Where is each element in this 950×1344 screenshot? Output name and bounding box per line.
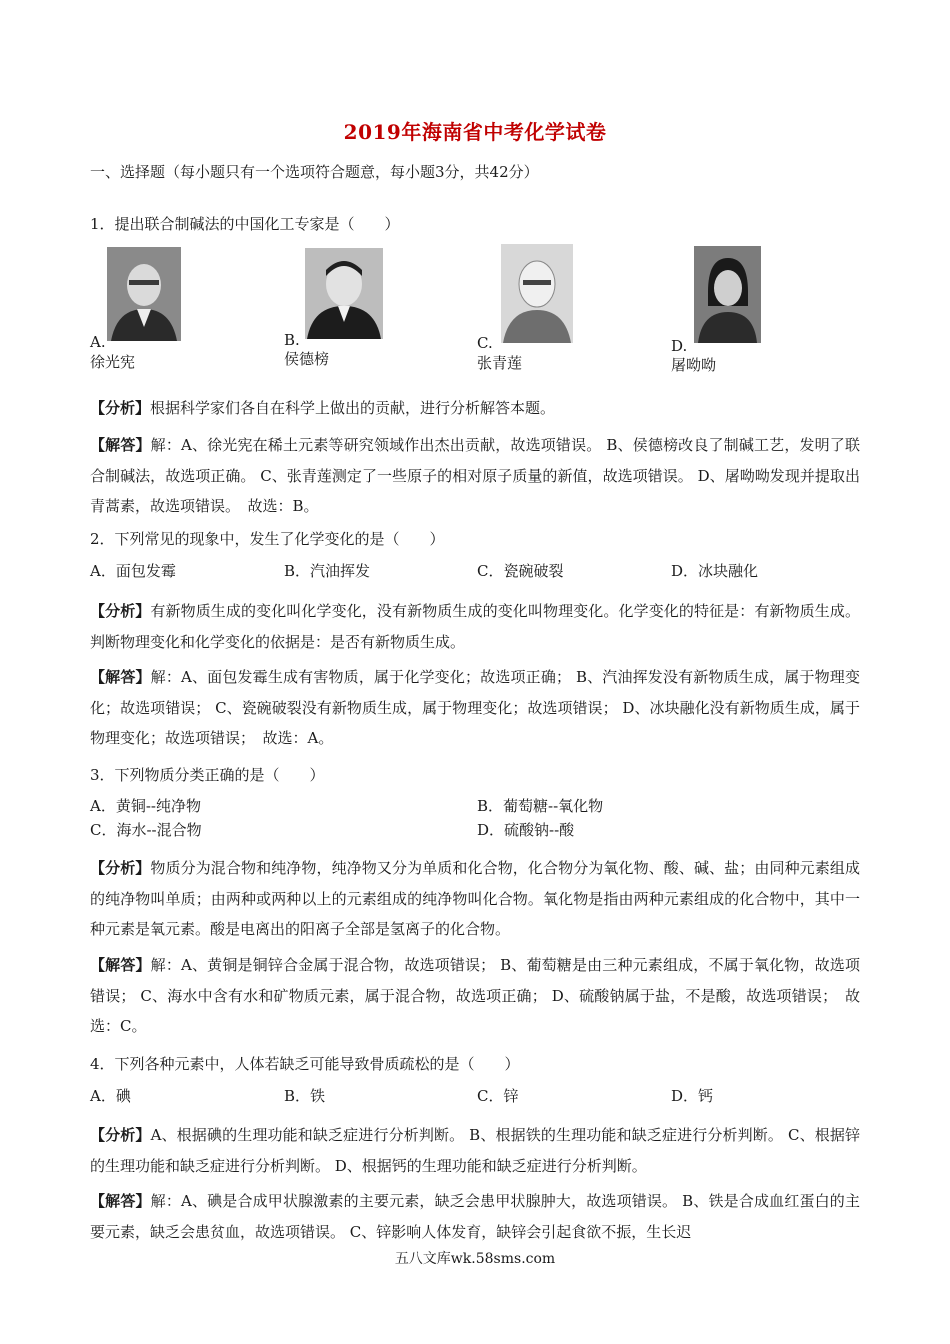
analysis-tag: 【分析】 xyxy=(90,602,151,620)
answer-tag: 【解答】 xyxy=(90,668,151,686)
option-d-name: 屠呦呦 xyxy=(671,356,717,374)
option-a-letter: A. xyxy=(90,333,106,351)
q2-option-a: A．面包发霉 xyxy=(90,562,176,580)
answer-text: 解：A、黄铜是铜锌合金属于混合物，故选项错误； B、葡萄糖是由三种元素组成，不属于氧化物，故选项错误； C、海水中含有水和矿物质元素，属于混合物，故选项正确； D、硫酸钠属于盐，不是酸，故选项错误； 故选：C。 xyxy=(90,956,860,1035)
question-2-stem: 2．下列常见的现象中，发生了化学变化的是（ ） xyxy=(90,530,445,548)
question-3-stem: 3．下列物质分类正确的是（ ） xyxy=(90,766,325,784)
analysis-tag: 【分析】 xyxy=(90,1126,151,1144)
question-2-answer xyxy=(90,662,860,754)
question-3-answer xyxy=(90,950,860,1042)
q4-option-b: B．铁 xyxy=(284,1087,326,1105)
question-4-stem: 4．下列各种元素中，人体若缺乏可能导致骨质疏松的是（ ） xyxy=(90,1055,520,1073)
question-1-stem: 1．提出联合制碱法的中国化工专家是（ ） xyxy=(90,215,400,233)
answer-text: 解：A、碘是合成甲状腺激素的主要元素，缺乏会患甲状腺肿大，故选项错误。 B、铁是合成血红蛋白的主要元素，缺乏会患贫血，故选项错误。 C、锌影响人体发育，缺锌会引起食欲不振，生长迟 xyxy=(90,1192,860,1241)
question-3-analysis xyxy=(90,853,860,945)
q4-option-d: D．钙 xyxy=(671,1087,714,1105)
analysis-text: 有新物质生成的变化叫化学变化，没有新物质生成的变化叫物理变化。化学变化的特征是：有新物质生成。判断物理变化和化学变化的依据是：是否有新物质生成。 xyxy=(90,602,860,651)
q3-option-d: D．硫酸钠--酸 xyxy=(477,821,575,839)
option-c-letter: C. xyxy=(477,334,493,352)
q3-option-c: C．海水--混合物 xyxy=(90,821,202,839)
answer-tag: 【解答】 xyxy=(90,436,151,454)
q4-option-c: C．锌 xyxy=(477,1087,519,1105)
q2-option-d: D．冰块融化 xyxy=(671,562,759,580)
portrait-image-d xyxy=(694,246,761,343)
option-c-name: 张青莲 xyxy=(477,354,523,372)
exam-title: 2019年海南省中考化学试卷 xyxy=(343,120,607,144)
answer-tag: 【解答】 xyxy=(90,956,151,974)
question-1-analysis xyxy=(90,393,860,424)
analysis-text: A、根据碘的生理功能和缺乏症进行分析判断。 B、根据铁的生理功能和缺乏症进行分析判断。 C、根据锌的生理功能和缺乏症进行分析判断。 D、根据钙的生理功能和缺乏症进行分析判断。 xyxy=(90,1126,860,1175)
footer-watermark-text: 五八文库wk.58sms.com xyxy=(394,1251,556,1267)
q3-option-b: B．葡萄糖--氧化物 xyxy=(477,797,604,815)
section-heading: 一、选择题（每小题只有一个选项符合题意，每小题3分，共42分） xyxy=(90,163,539,181)
analysis-tag: 【分析】 xyxy=(90,859,151,877)
answer-text: 解：A、面包发霉生成有害物质，属于化学变化；故选项正确； B、汽油挥发没有新物质生成，属于物理变化；故选项错误； C、瓷碗破裂没有新物质生成，属于物理变化；故选项错误； D、冰块融化没有新物质生成，属于物理变化；故选项错误； 故选：A。 xyxy=(90,668,860,747)
question-4-analysis xyxy=(90,1120,860,1181)
q4-option-a: A．碘 xyxy=(90,1087,131,1105)
analysis-text: 根据科学家们各自在科学上做出的贡献，进行分析解答本题。 xyxy=(150,399,556,417)
q3-option-a: A．黄铜--纯净物 xyxy=(90,797,201,815)
answer-text: 解：A、徐光宪在稀土元素等研究领域作出杰出贡献，故选项错误。 B、侯德榜改良了制碱工艺，发明了联合制碱法，故选项正确。 C、张青莲测定了一些原子的相对原子质量的新值，故选项错误。 D、屠呦呦发现并提取出青蒿素，故选项错误。 故选：B。 xyxy=(90,436,860,515)
option-b-name: 侯德榜 xyxy=(284,350,330,368)
question-2-analysis xyxy=(90,596,860,657)
portrait-image-c xyxy=(501,244,573,343)
portrait-image-a xyxy=(107,247,181,341)
q2-option-c: C．瓷碗破裂 xyxy=(477,562,564,580)
option-d-letter: D. xyxy=(671,337,688,355)
question-1-answer xyxy=(90,430,860,522)
question-4-answer xyxy=(90,1186,860,1247)
q2-option-b: B．汽油挥发 xyxy=(284,562,371,580)
portrait-image-b xyxy=(305,248,383,339)
option-b-letter: B. xyxy=(284,331,300,349)
option-a-name: 徐光宪 xyxy=(90,353,136,371)
analysis-tag: 【分析】 xyxy=(90,399,151,417)
analysis-text: 物质分为混合物和纯净物，纯净物又分为单质和化合物，化合物分为氧化物、酸、碱、盐；由同种元素组成的纯净物叫单质；由两种或两种以上的元素组成的纯净物叫化合物。氧化物是指由两种元素组成的化合物中，其中一种元素是氧元素。酸是电离出的阳离子全部是氢离子的化合物。 xyxy=(90,859,860,938)
answer-tag: 【解答】 xyxy=(90,1192,151,1210)
